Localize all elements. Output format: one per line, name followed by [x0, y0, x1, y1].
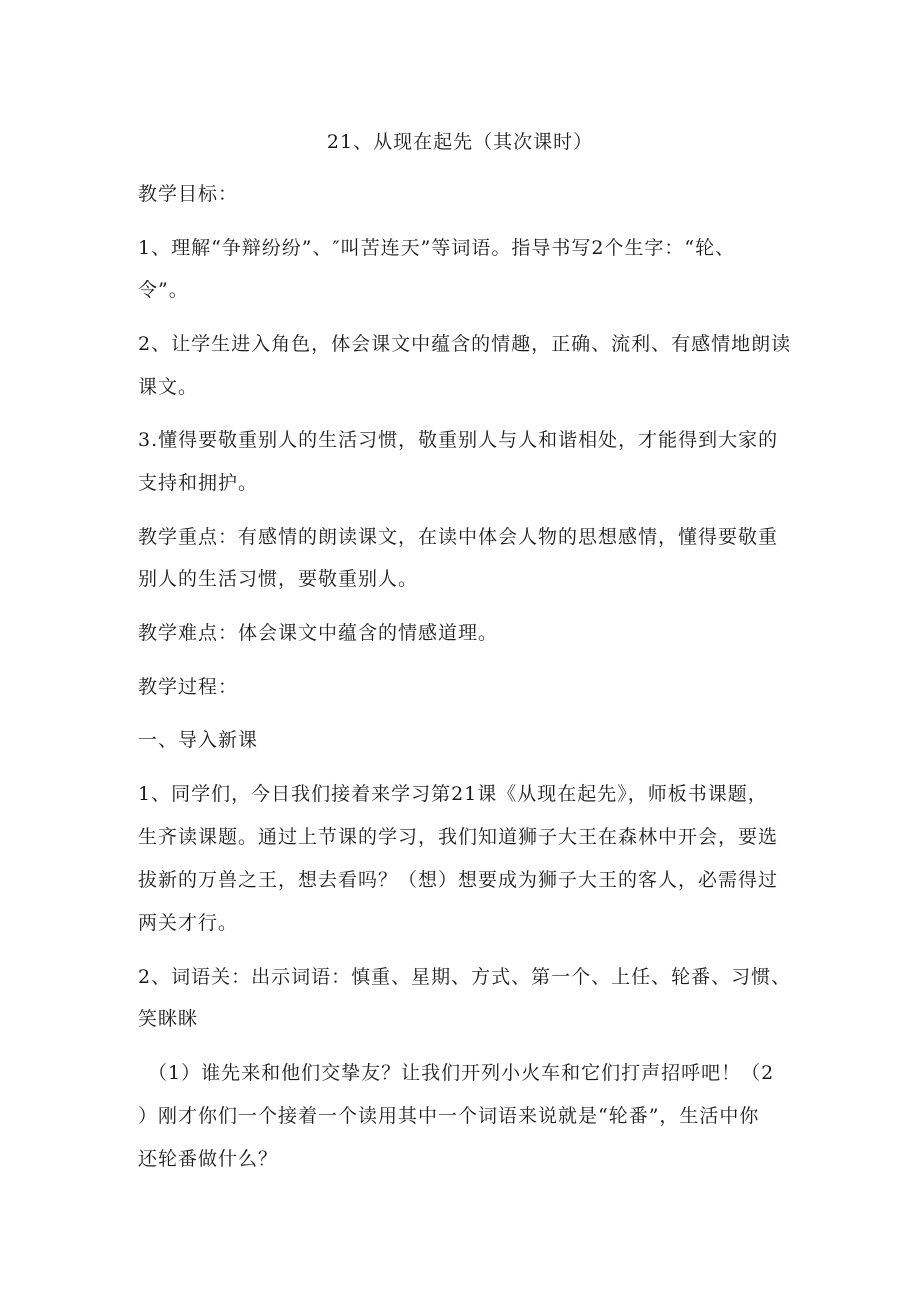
paragraph-line: 别人的生活习惯，要敬重别人。 — [138, 568, 419, 590]
paragraph-line: 教学难点：体会课文中蕴含的情感道理。 — [138, 622, 499, 644]
paragraph-line: 两关才行。 — [138, 912, 239, 934]
paragraph-line: 1、理解“争辩纷纷”、″叫苦连天”等词语。指导书写2个生字：“轮、 — [138, 237, 736, 259]
paragraph-line: 还轮番做什么？ — [138, 1148, 279, 1170]
paragraph-line: 生齐读课题。通过上节课的学习，我们知道狮子大王在森林中开会，要选 — [138, 826, 779, 848]
paragraph-line: 课文。 — [138, 376, 199, 398]
paragraph-line: ）刚才你们一个接着一个读用其中一个词语来说就是“轮番”，生活中你 — [138, 1105, 760, 1127]
section-heading-intro: 一、导入新课 — [138, 729, 259, 751]
section-heading-objectives: 教学目标： — [138, 183, 239, 205]
paragraph-line: 教学重点：有感情的朗读课文，在读中体会人物的思想感情，懂得要敬重 — [138, 526, 779, 548]
paragraph-line: 令”。 — [138, 279, 189, 301]
paragraph-line: 2、让学生进入角色，体会课文中蕴含的情趣，正确、流利、有感情地朗读 — [138, 333, 792, 355]
paragraph-line: （1）谁先来和他们交挚友？让我们开列小火车和它们打声招呼吧！（2 — [148, 1062, 775, 1084]
paragraph-line: 支持和拥护。 — [138, 472, 259, 494]
paragraph-line: 3.懂得要敬重别人的生活习惯，敬重别人与人和谐相处，才能得到大家的 — [138, 429, 779, 451]
section-heading-process: 教学过程： — [138, 676, 239, 698]
paragraph-line: 拔新的万兽之王，想去看吗？（想）想要成为狮子大王的客人，必需得过 — [138, 869, 779, 891]
document-title: 21、从现在起先（其次课时） — [326, 131, 594, 153]
paragraph-line: 2、词语关：出示词语：慎重、星期、方式、第一个、上任、轮番、习惯、 — [138, 966, 792, 988]
paragraph-line: 1、同学们，今日我们接着来学习第21课《从现在起先》，师板书课题， — [138, 783, 768, 805]
paragraph-line: 笑眯眯 — [138, 1008, 199, 1030]
